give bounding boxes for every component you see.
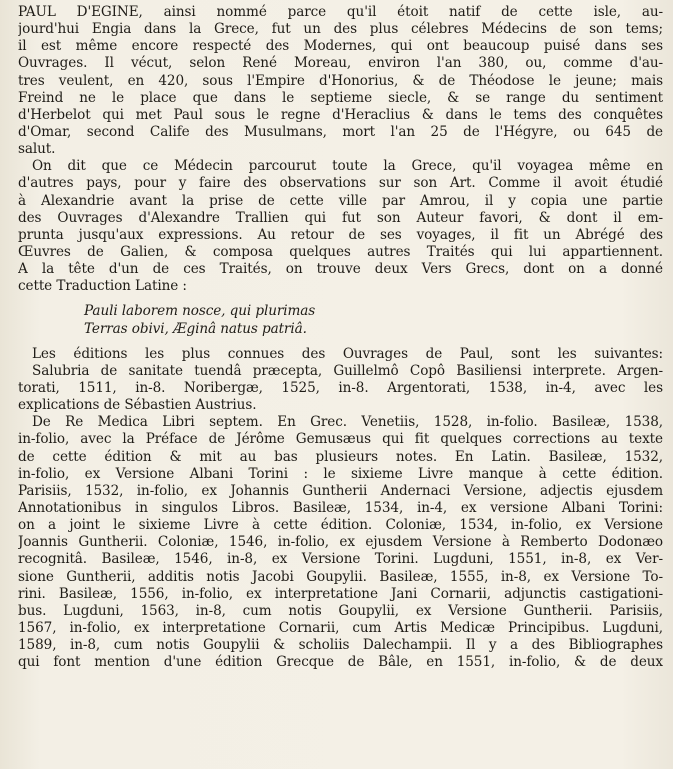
verse-line: Pauli laborem nosce, qui plurimas <box>84 303 316 320</box>
text-line: torati, 1511, in-8. Noribergæ, 1525, in-8. Argentorati, 1538, in-4, avec les <box>18 379 663 396</box>
text-line: jourd'hui Engia dans la Grece, fut un des plus célebres Médecins de son tems; <box>18 21 663 38</box>
text-line: de cette édition & mit au bas plusieurs notes. En Latin. Basileæ, 1532, <box>18 448 663 465</box>
text-line: in-folio, ex Versione Albani Torini : le sixieme Livre manque à cette édition. <box>18 465 663 482</box>
text-line: bus. Lugduni, 1563, in-8, cum notis Goupylii, ex Versione Guntherii. Parisiis, <box>18 602 663 619</box>
text-line: d'autres pays, pour y faire des observations sur son Art. Comme il avoit étudié <box>18 175 663 192</box>
text-line: Salubria de sanitate tuendâ præcepta, Guillelmô Copô Basiliensi interprete. Argen- <box>32 362 663 379</box>
latin-verse <box>18 303 663 337</box>
text-line: On dit que ce Médecin parcourut toute la Grece, qu'il voyagea même en <box>32 158 663 175</box>
text-line: tres veulent, en 420, sous l'Empire d'Honorius, & de Théodose le jeune; mais <box>18 72 663 89</box>
text-line: rini. Basileæ, 1556, in-folio, ex interpretatione Jani Cornarii, adjunctis castigationi- <box>18 585 663 602</box>
text-line: A la tête d'un de ces Traités, on trouve deux Vers Grecs, dont on a donné <box>18 261 663 278</box>
paragraph-de-re-medica <box>18 414 663 671</box>
text-line: à Alexandrie avant la prise de cette ville par Amrou, il y copia une partie <box>18 192 663 209</box>
text-line: De Re Medica Libri septem. En Grec. Venetiis, 1528, in-folio. Basileæ, 1538, <box>32 414 663 431</box>
text-line: cette Traduction Latine : <box>18 278 187 295</box>
paragraph-voyages <box>18 158 663 295</box>
paragraph-paul-degine <box>18 4 663 158</box>
text-line: d'Omar, second Calife des Musulmans, mort l'an 25 de l'Hégyre, ou 645 de <box>18 123 663 140</box>
text-line: Freind ne le place que dans le septieme siecle, & se range du sentiment <box>18 89 663 106</box>
text-line: PAUL D'EGINE, ainsi nommé parce qu'il étoit natif de cette isle, au- <box>18 4 663 20</box>
text-line: qui font mention d'une édition Grecque de Bâle, en 1551, in-folio, & de deux <box>18 654 663 671</box>
text-line: 1567, in-folio, ex interpretatione Cornarii, cum Artis Medicæ Principibus. Lugduni, <box>18 619 663 636</box>
text-line: il est même encore respecté des Modernes, qui ont beaucoup puisé dans ses <box>18 38 663 55</box>
text-line: des Ouvrages d'Alexandre Trallien qui fut son Auteur favori, & dont il em- <box>18 209 663 226</box>
paragraph-editions <box>18 346 663 415</box>
text-line: prunta jusqu'aux expressions. Au retour de ses voyages, il fit un Abrégé des <box>18 226 663 243</box>
text-line: Les éditions les plus connues des Ouvrages de Paul, sont les suivantes: <box>32 345 663 362</box>
text-line: Joannis Guntherii. Coloniæ, 1546, in-folio, ex ejusdem Versione à Remberto Dodonæo <box>18 534 663 551</box>
text-line: 1589, in-8, cum notis Goupylii & scholiis Dalechampii. Il y a des Bibliographes <box>18 637 663 654</box>
text-line: recognitâ. Basileæ, 1546, in-8, ex Versione Torini. Lugduni, 1551, in-8, ex Ver- <box>18 551 663 568</box>
text-line: salut. <box>18 141 56 158</box>
verse-line: Terras obivi, Æginâ natus patriâ. <box>84 320 307 337</box>
text-line: explications de Sébastien Austrius. <box>18 397 257 414</box>
text-line: sione Guntherii, additis notis Jacobi Goupylii. Basileæ, 1555, in-8, ex Versione To- <box>18 568 663 585</box>
page-text <box>18 4 663 671</box>
text-line: Annotationibus in singulos Libros. Basileæ, 1534, in-4, ex versione Albani Torini: <box>18 499 663 516</box>
text-line: Œuvres de Galien, & composa quelques autres Traités qui lui appartiennent. <box>18 243 663 260</box>
text-line: d'Herbelot qui met Paul sous le regne d'Heraclius & dans le tems des conquêtes <box>18 106 663 123</box>
text-line: on a joint le sixieme Livre à cette édition. Coloniæ, 1534, in-folio, ex Versione <box>18 517 663 534</box>
text-line: Ouvrages. Il vécut, selon René Moreau, environ l'an 380, ou, comme d'au- <box>18 55 663 72</box>
text-line: Parisiis, 1532, in-folio, ex Johannis Guntherii Andernaci Versione, adjectis ejusdem <box>18 482 663 499</box>
text-line: in-folio, avec la Préface de Jérôme Gemusæus qui fit quelques corrections au texte <box>18 431 663 448</box>
